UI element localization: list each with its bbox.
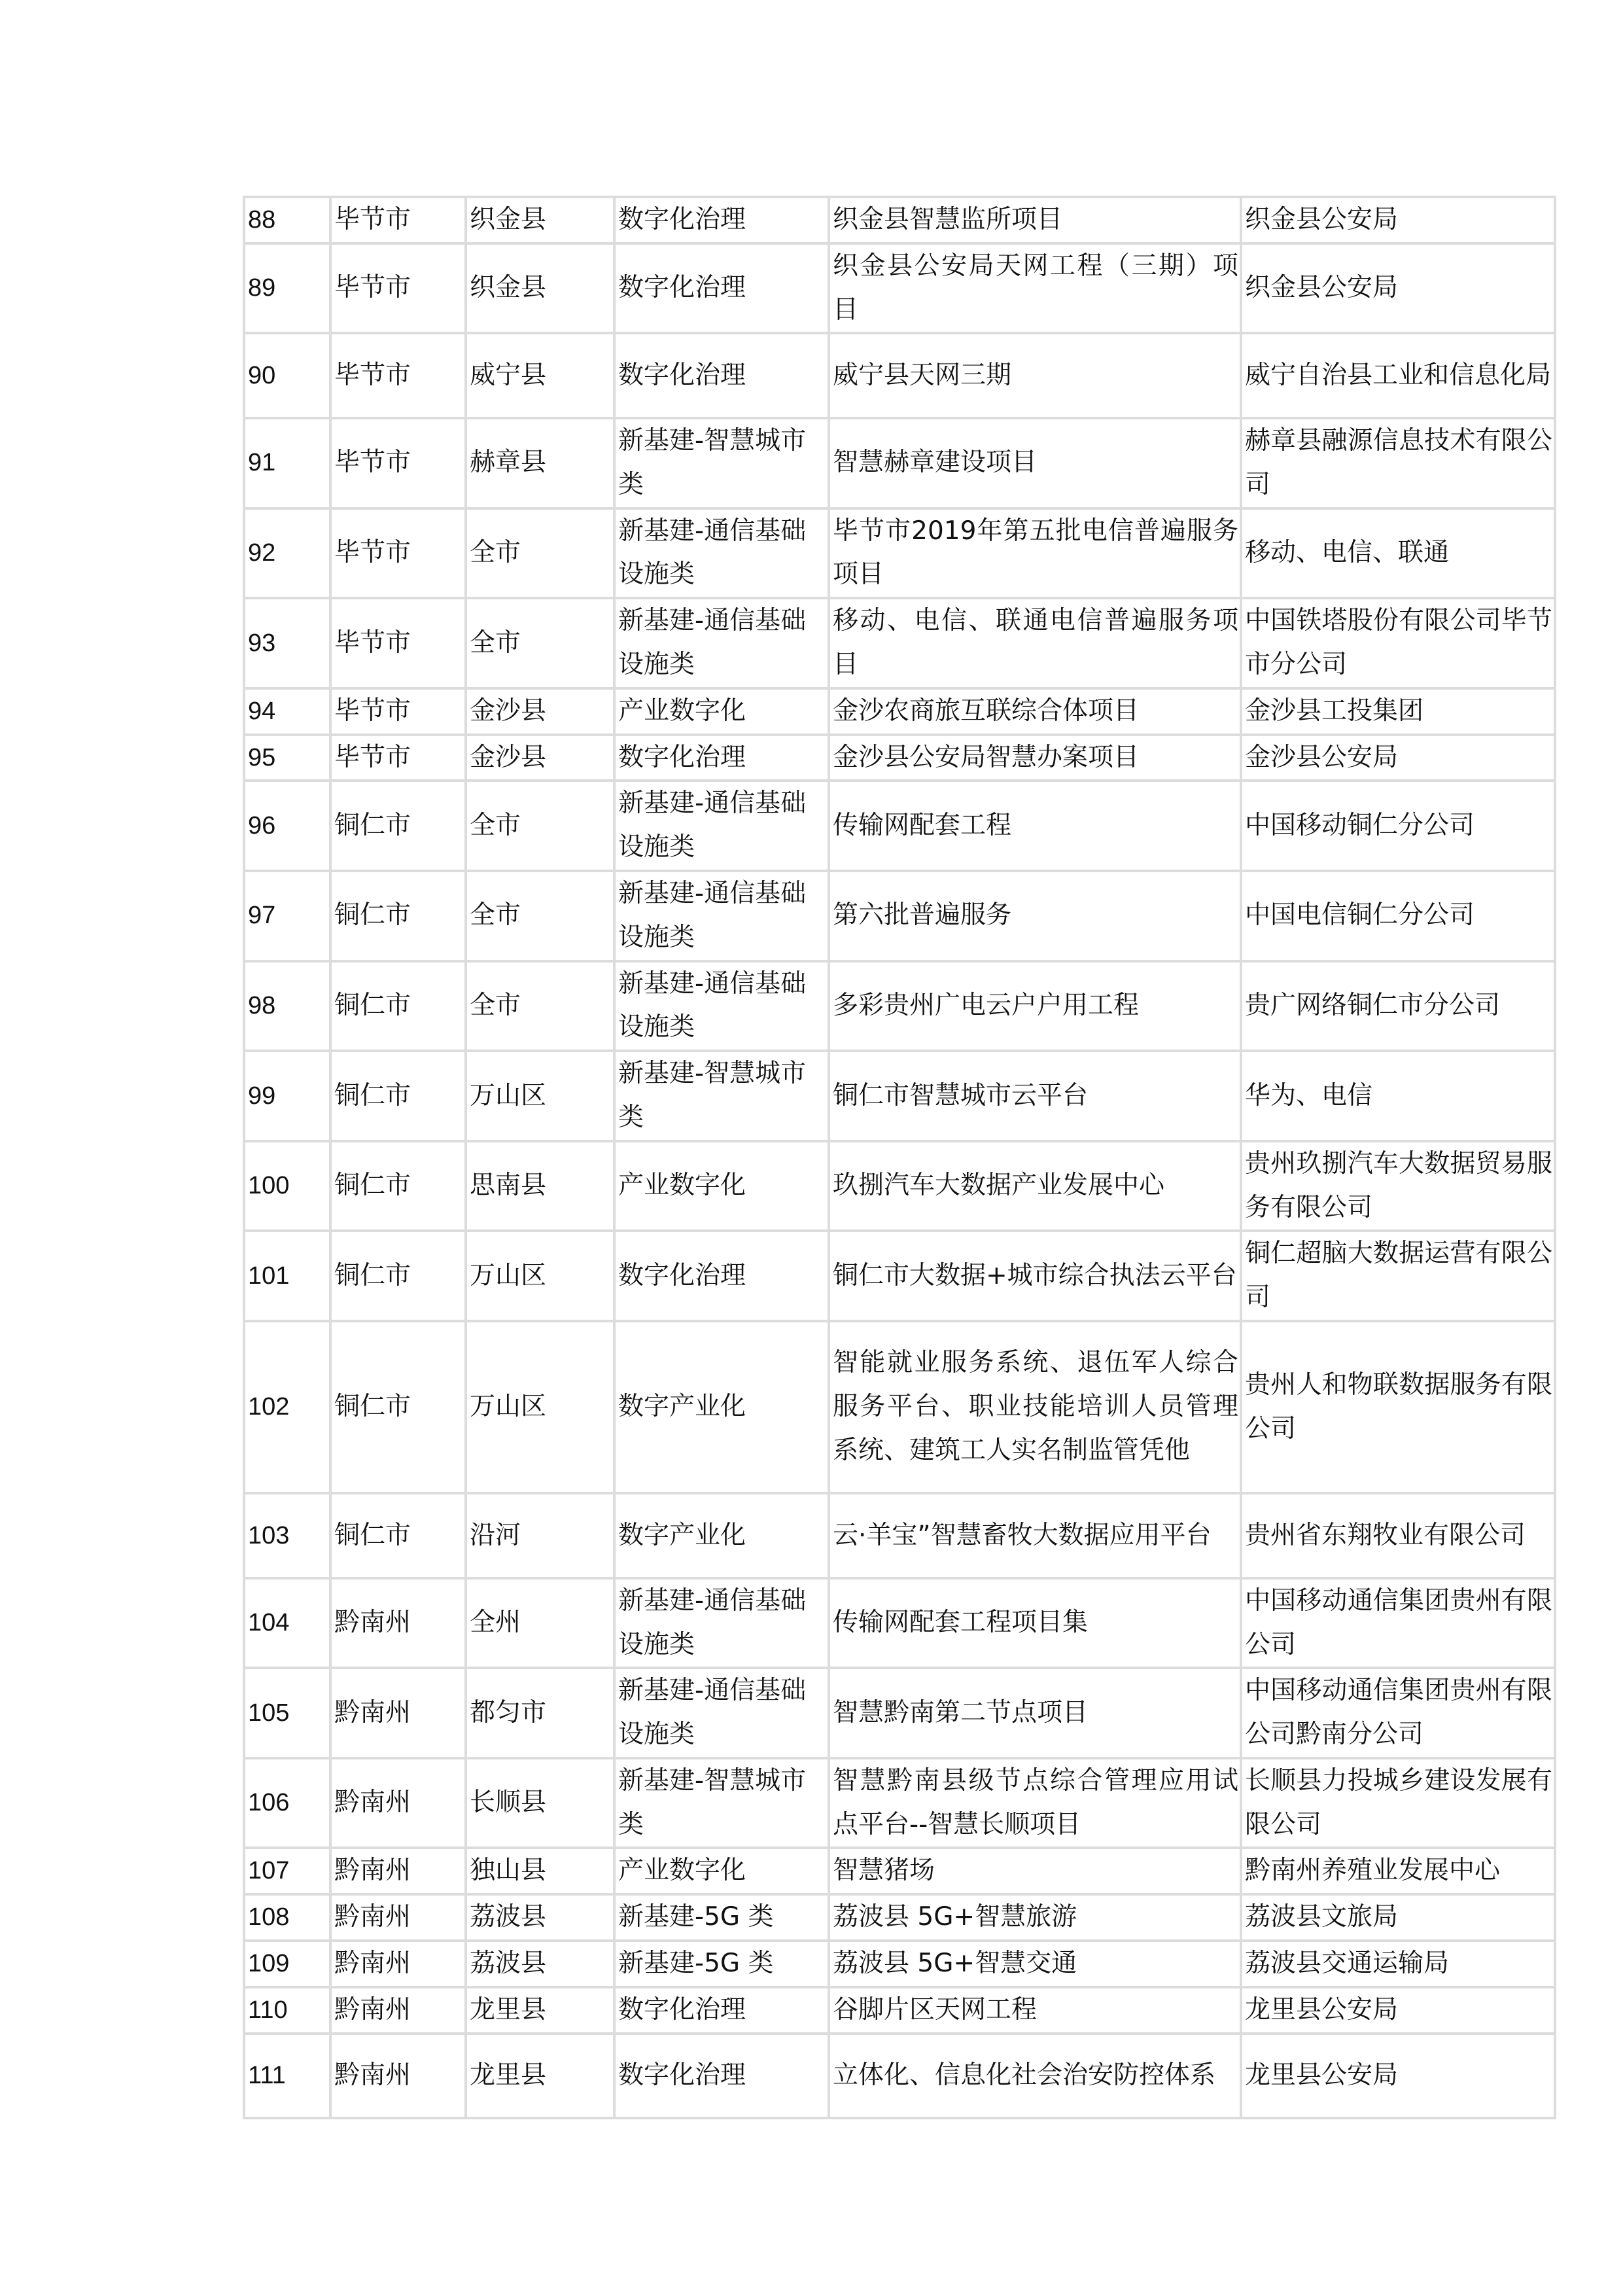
cell-county: 万山区 bbox=[466, 1051, 614, 1141]
table-row bbox=[244, 1141, 1555, 1231]
cell-number: 111 bbox=[244, 2034, 330, 2119]
cell-construction-unit: 织金县公安局 bbox=[1241, 197, 1555, 243]
cell-construction-unit: 黔南州养殖业发展中心 bbox=[1241, 1848, 1555, 1894]
cell-number: 107 bbox=[244, 1848, 330, 1894]
cell-construction-unit: 铜仁超脑大数据运营有限公司 bbox=[1241, 1231, 1555, 1321]
cell-project-name: 云·羊宝”智慧畜牧大数据应用平台 bbox=[829, 1493, 1241, 1578]
cell-construction-unit: 金沙县工投集团 bbox=[1241, 688, 1555, 735]
cell-project-name: 毕节市2019年第五批电信普遍服务项目 bbox=[829, 508, 1241, 599]
cell-project-name: 谷脚片区天网工程 bbox=[829, 1987, 1241, 2034]
cell-project-name: 威宁县天网三期 bbox=[829, 333, 1241, 418]
cell-category: 新基建-通信基础设施类 bbox=[614, 1668, 829, 1758]
table-row bbox=[244, 598, 1555, 688]
cell-number: 100 bbox=[244, 1141, 330, 1231]
table-row bbox=[244, 333, 1555, 418]
cell-number: 104 bbox=[244, 1578, 330, 1669]
cell-county: 龙里县 bbox=[466, 2034, 614, 2119]
cell-category: 数字产业化 bbox=[614, 1493, 829, 1578]
cell-project-name: 立体化、信息化社会治安防控体系 bbox=[829, 2034, 1241, 2119]
cell-category: 新基建-通信基础设施类 bbox=[614, 598, 829, 688]
cell-project-name: 多彩贵州广电云户户用工程 bbox=[829, 961, 1241, 1051]
cell-number: 92 bbox=[244, 508, 330, 599]
cell-city: 毕节市 bbox=[330, 333, 466, 418]
cell-number: 110 bbox=[244, 1987, 330, 2034]
cell-project-name: 传输网配套工程 bbox=[829, 781, 1241, 871]
table-row bbox=[244, 418, 1555, 508]
cell-city: 毕节市 bbox=[330, 418, 466, 508]
cell-city: 黔南州 bbox=[330, 2034, 466, 2119]
cell-city: 铜仁市 bbox=[330, 871, 466, 961]
cell-number: 105 bbox=[244, 1668, 330, 1758]
table-row bbox=[244, 1668, 1555, 1758]
table-row bbox=[244, 1321, 1555, 1493]
cell-construction-unit: 华为、电信 bbox=[1241, 1051, 1555, 1141]
cell-county: 金沙县 bbox=[466, 688, 614, 735]
cell-city: 黔南州 bbox=[330, 1758, 466, 1848]
cell-number: 103 bbox=[244, 1493, 330, 1578]
cell-category: 新基建-通信基础设施类 bbox=[614, 781, 829, 871]
cell-number: 106 bbox=[244, 1758, 330, 1848]
cell-project-name: 荔波县 5G+智慧旅游 bbox=[829, 1894, 1241, 1941]
cell-project-name: 传输网配套工程项目集 bbox=[829, 1578, 1241, 1669]
cell-number: 90 bbox=[244, 333, 330, 418]
cell-county: 思南县 bbox=[466, 1141, 614, 1231]
cell-project-name: 织金县公安局天网工程（三期）项目 bbox=[829, 243, 1241, 334]
cell-city: 黔南州 bbox=[330, 1987, 466, 2034]
cell-number: 88 bbox=[244, 197, 330, 243]
cell-county: 龙里县 bbox=[466, 1987, 614, 2034]
table-row bbox=[244, 1758, 1555, 1848]
cell-category: 新基建-通信基础设施类 bbox=[614, 961, 829, 1051]
cell-project-name: 金沙县公安局智慧办案项目 bbox=[829, 735, 1241, 781]
cell-number: 108 bbox=[244, 1894, 330, 1941]
cell-category: 数字化治理 bbox=[614, 1987, 829, 2034]
cell-city: 铜仁市 bbox=[330, 961, 466, 1051]
cell-number: 101 bbox=[244, 1231, 330, 1321]
cell-number: 97 bbox=[244, 871, 330, 961]
project-table bbox=[243, 196, 1556, 2119]
table-row bbox=[244, 508, 1555, 599]
cell-project-name: 玖捌汽车大数据产业发展中心 bbox=[829, 1141, 1241, 1231]
table-row bbox=[244, 197, 1555, 243]
cell-category: 数字化治理 bbox=[614, 333, 829, 418]
cell-project-name: 铜仁市大数据+城市综合执法云平台 bbox=[829, 1231, 1241, 1321]
cell-project-name: 智慧黔南县级节点综合管理应用试点平台--智慧长顺项目 bbox=[829, 1758, 1241, 1848]
table-row bbox=[244, 961, 1555, 1051]
table-row bbox=[244, 735, 1555, 781]
cell-city: 黔南州 bbox=[330, 1578, 466, 1669]
cell-category: 数字化治理 bbox=[614, 1231, 829, 1321]
table-row bbox=[244, 2034, 1555, 2119]
cell-city: 铜仁市 bbox=[330, 1321, 466, 1493]
table-row bbox=[244, 871, 1555, 961]
table-row bbox=[244, 1941, 1555, 1987]
cell-construction-unit: 中国铁塔股份有限公司毕节市分公司 bbox=[1241, 598, 1555, 688]
cell-county: 全州 bbox=[466, 1578, 614, 1669]
cell-city: 铜仁市 bbox=[330, 1051, 466, 1141]
cell-construction-unit: 赫章县融源信息技术有限公司 bbox=[1241, 418, 1555, 508]
cell-construction-unit: 威宁自治县工业和信息化局 bbox=[1241, 333, 1555, 418]
cell-category: 产业数字化 bbox=[614, 688, 829, 735]
cell-construction-unit: 龙里县公安局 bbox=[1241, 1987, 1555, 2034]
cell-category: 产业数字化 bbox=[614, 1848, 829, 1894]
cell-construction-unit: 中国移动通信集团贵州有限公司黔南分公司 bbox=[1241, 1668, 1555, 1758]
cell-number: 93 bbox=[244, 598, 330, 688]
cell-county: 沿河 bbox=[466, 1493, 614, 1578]
cell-project-name: 智能就业服务系统、退伍军人综合服务平台、职业技能培训人员管理系统、建筑工人实名制监管凭他 bbox=[829, 1321, 1241, 1493]
cell-county: 万山区 bbox=[466, 1321, 614, 1493]
cell-county: 全市 bbox=[466, 961, 614, 1051]
cell-city: 毕节市 bbox=[330, 735, 466, 781]
table-row bbox=[244, 1894, 1555, 1941]
cell-category: 新基建-通信基础设施类 bbox=[614, 1578, 829, 1669]
cell-project-name: 荔波县 5G+智慧交通 bbox=[829, 1941, 1241, 1987]
cell-county: 都匀市 bbox=[466, 1668, 614, 1758]
cell-construction-unit: 贵州人和物联数据服务有限公司 bbox=[1241, 1321, 1555, 1493]
cell-county: 荔波县 bbox=[466, 1894, 614, 1941]
cell-construction-unit: 贵州玖捌汽车大数据贸易服务有限公司 bbox=[1241, 1141, 1555, 1231]
cell-number: 99 bbox=[244, 1051, 330, 1141]
cell-city: 铜仁市 bbox=[330, 1231, 466, 1321]
cell-county: 威宁县 bbox=[466, 333, 614, 418]
cell-county: 荔波县 bbox=[466, 1941, 614, 1987]
cell-construction-unit: 龙里县公安局 bbox=[1241, 2034, 1555, 2119]
cell-county: 织金县 bbox=[466, 197, 614, 243]
cell-category: 新基建-通信基础设施类 bbox=[614, 871, 829, 961]
cell-county: 万山区 bbox=[466, 1231, 614, 1321]
cell-city: 毕节市 bbox=[330, 508, 466, 599]
cell-category: 新基建-智慧城市类 bbox=[614, 1758, 829, 1848]
cell-construction-unit: 移动、电信、联通 bbox=[1241, 508, 1555, 599]
cell-category: 数字化治理 bbox=[614, 243, 829, 334]
cell-number: 89 bbox=[244, 243, 330, 334]
cell-construction-unit: 荔波县交通运输局 bbox=[1241, 1941, 1555, 1987]
cell-city: 黔南州 bbox=[330, 1848, 466, 1894]
cell-number: 102 bbox=[244, 1321, 330, 1493]
cell-project-name: 金沙农商旅互联综合体项目 bbox=[829, 688, 1241, 735]
table-row bbox=[244, 781, 1555, 871]
table-row bbox=[244, 688, 1555, 735]
cell-project-name: 智慧黔南第二节点项目 bbox=[829, 1668, 1241, 1758]
cell-county: 全市 bbox=[466, 598, 614, 688]
cell-construction-unit: 中国移动铜仁分公司 bbox=[1241, 781, 1555, 871]
cell-number: 91 bbox=[244, 418, 330, 508]
cell-construction-unit: 织金县公安局 bbox=[1241, 243, 1555, 334]
cell-city: 毕节市 bbox=[330, 598, 466, 688]
table-row bbox=[244, 1848, 1555, 1894]
cell-county: 独山县 bbox=[466, 1848, 614, 1894]
cell-city: 铜仁市 bbox=[330, 781, 466, 871]
cell-number: 94 bbox=[244, 688, 330, 735]
cell-category: 数字产业化 bbox=[614, 1321, 829, 1493]
cell-project-name: 智慧赫章建设项目 bbox=[829, 418, 1241, 508]
cell-number: 98 bbox=[244, 961, 330, 1051]
table-row bbox=[244, 1987, 1555, 2034]
cell-category: 新基建-5G 类 bbox=[614, 1941, 829, 1987]
table-body bbox=[244, 197, 1555, 2118]
cell-construction-unit: 长顺县力投城乡建设发展有限公司 bbox=[1241, 1758, 1555, 1848]
cell-construction-unit: 贵州省东翔牧业有限公司 bbox=[1241, 1493, 1555, 1578]
cell-project-name: 第六批普遍服务 bbox=[829, 871, 1241, 961]
cell-project-name: 铜仁市智慧城市云平台 bbox=[829, 1051, 1241, 1141]
cell-city: 铜仁市 bbox=[330, 1141, 466, 1231]
cell-city: 毕节市 bbox=[330, 197, 466, 243]
cell-city: 毕节市 bbox=[330, 688, 466, 735]
cell-project-name: 移动、电信、联通电信普遍服务项目 bbox=[829, 598, 1241, 688]
cell-city: 黔南州 bbox=[330, 1894, 466, 1941]
cell-category: 数字化治理 bbox=[614, 735, 829, 781]
cell-county: 赫章县 bbox=[466, 418, 614, 508]
table-row bbox=[244, 1231, 1555, 1321]
cell-number: 96 bbox=[244, 781, 330, 871]
cell-county: 全市 bbox=[466, 781, 614, 871]
cell-construction-unit: 金沙县公安局 bbox=[1241, 735, 1555, 781]
cell-city: 黔南州 bbox=[330, 1941, 466, 1987]
cell-category: 新基建-智慧城市类 bbox=[614, 1051, 829, 1141]
cell-number: 109 bbox=[244, 1941, 330, 1987]
cell-construction-unit: 贵广网络铜仁市分公司 bbox=[1241, 961, 1555, 1051]
cell-county: 全市 bbox=[466, 871, 614, 961]
cell-project-name: 智慧猪场 bbox=[829, 1848, 1241, 1894]
cell-category: 产业数字化 bbox=[614, 1141, 829, 1231]
cell-category: 数字化治理 bbox=[614, 197, 829, 243]
cell-city: 铜仁市 bbox=[330, 1493, 466, 1578]
table-row bbox=[244, 1578, 1555, 1669]
cell-county: 长顺县 bbox=[466, 1758, 614, 1848]
table-row bbox=[244, 1051, 1555, 1141]
cell-county: 金沙县 bbox=[466, 735, 614, 781]
cell-construction-unit: 中国移动通信集团贵州有限公司 bbox=[1241, 1578, 1555, 1669]
table-row bbox=[244, 1493, 1555, 1578]
cell-category: 新基建-智慧城市类 bbox=[614, 418, 829, 508]
cell-number: 95 bbox=[244, 735, 330, 781]
cell-project-name: 织金县智慧监所项目 bbox=[829, 197, 1241, 243]
cell-category: 新基建-5G 类 bbox=[614, 1894, 829, 1941]
cell-county: 全市 bbox=[466, 508, 614, 599]
cell-construction-unit: 荔波县文旅局 bbox=[1241, 1894, 1555, 1941]
cell-category: 新基建-通信基础设施类 bbox=[614, 508, 829, 599]
cell-construction-unit: 中国电信铜仁分公司 bbox=[1241, 871, 1555, 961]
cell-city: 毕节市 bbox=[330, 243, 466, 334]
table-row bbox=[244, 243, 1555, 334]
cell-city: 黔南州 bbox=[330, 1668, 466, 1758]
cell-county: 织金县 bbox=[466, 243, 614, 334]
cell-category: 数字化治理 bbox=[614, 2034, 829, 2119]
